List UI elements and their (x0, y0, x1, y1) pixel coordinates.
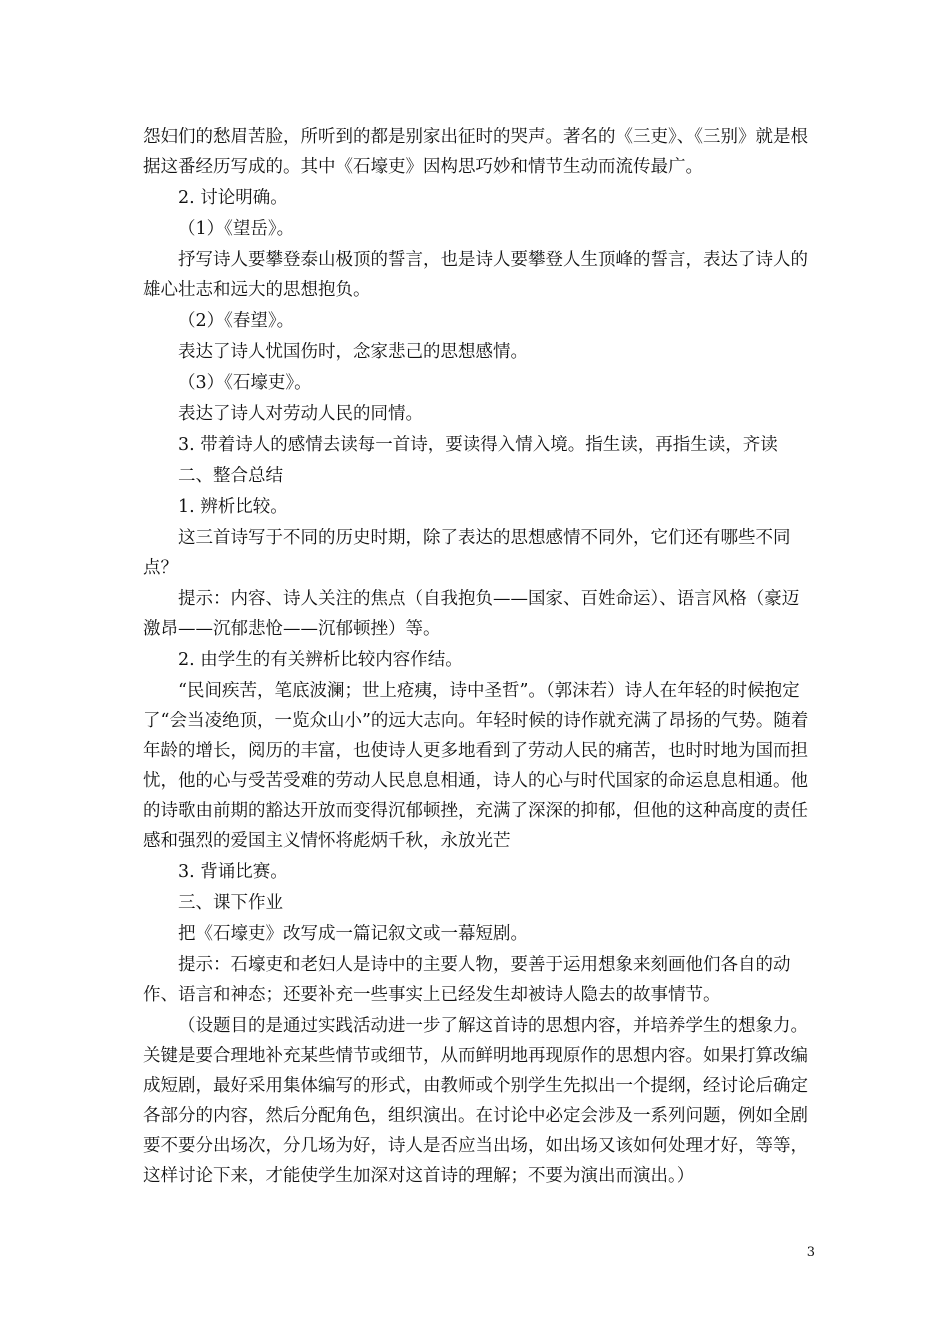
paragraph: 表达了诗人对劳动人民的同情。 (178, 404, 423, 424)
paragraph: 2. 讨论明确。 (178, 188, 288, 208)
paragraph: （1）《望岳》。 (178, 219, 295, 239)
paragraph: “民间疾苦，笔底波澜；世上疮痍，诗中圣哲”。（郭沫若）诗人在年轻的时候抱定了“会当凌绝顶，一览众山小”的远大志向。年轻时候的诗作就充满了昂扬的气势。随着年龄的增长，阅历的丰富，也使诗人更多地看到了劳动人民的痛苦，也时时地为国而担忧，他的心与受苦受难的劳动人民息息相通，诗人的心与时代国家的命运息息相通。他的诗歌由前期的豁达开放而变得沉郁顿挫，充满了深深的抑郁，但他的这种高度的责任感和强烈的爱国主义情怀将彪炳千秋，永放光芒 (143, 681, 809, 851)
paragraph: （设题目的是通过实践活动进一步了解这首诗的思想内容，并培养学生的想象力。关键是要合理地补充某些情节或细节，从而鲜明地再现原作的思想内容。如果打算改编成短剧，最好采用集体编写的形式，由教师或个别学生先拟出一个提纲，经讨论后确定各部分的内容，然后分配角色，组织演出。在讨论中必定会涉及一系列问题，例如全剧要不要分出场次，分几场为好，诗人是否应当出场，如出场又该如何处理才好，等等，这样讨论下来，才能使学生加深对这首诗的理解；不要为演出而演出。） (143, 1016, 808, 1186)
paragraph: （3）《石壕吏》。 (178, 373, 312, 393)
paragraph: 表达了诗人忧国伤时，念家悲己的思想感情。 (178, 342, 528, 362)
paragraph: 这三首诗写于不同的历史时期，除了表达的思想感情不同外，它们还有哪些不同点？ (143, 528, 791, 578)
paragraph: 怨妇们的愁眉苦脸，所听到的都是别家出征时的哭声。著名的《三吏》、《三别》就是根据这番经历写成的。其中《石壕吏》因构思巧妙和情节生动而流传最广。 (143, 127, 808, 177)
document-body (143, 122, 815, 1191)
page-number: 3 (806, 1245, 815, 1260)
paragraph: （2）《春望》。 (178, 311, 295, 331)
section-heading: 三、课下作业 (178, 893, 283, 913)
paragraph: 3. 背诵比赛。 (178, 862, 288, 882)
paragraph: 1. 辨析比较。 (178, 497, 288, 517)
paragraph: 3. 带着诗人的感情去读每一首诗，要读得入情入境。指生读，再指生读，齐读 (178, 435, 778, 455)
section-heading: 二、整合总结 (178, 466, 283, 486)
paragraph: 把《石壕吏》改写成一篇记叙文或一幕短剧。 (178, 924, 528, 944)
paragraph: 提示：石壕吏和老妇人是诗中的主要人物，要善于运用想象来刻画他们各自的动作、语言和神态；还要补充一些事实上已经发生却被诗人隐去的故事情节。 (143, 955, 791, 1005)
paragraph: 2. 由学生的有关辨析比较内容作结。 (178, 650, 463, 670)
paragraph: 提示：内容、诗人关注的焦点（自我抱负——国家、百姓命运）、语言风格（豪迈激昂——沉郁悲怆——沉郁顿挫）等。 (143, 589, 800, 639)
paragraph: 抒写诗人要攀登泰山极顶的誓言，也是诗人要攀登人生顶峰的誓言，表达了诗人的雄心壮志和远大的思想抱负。 (143, 250, 808, 300)
